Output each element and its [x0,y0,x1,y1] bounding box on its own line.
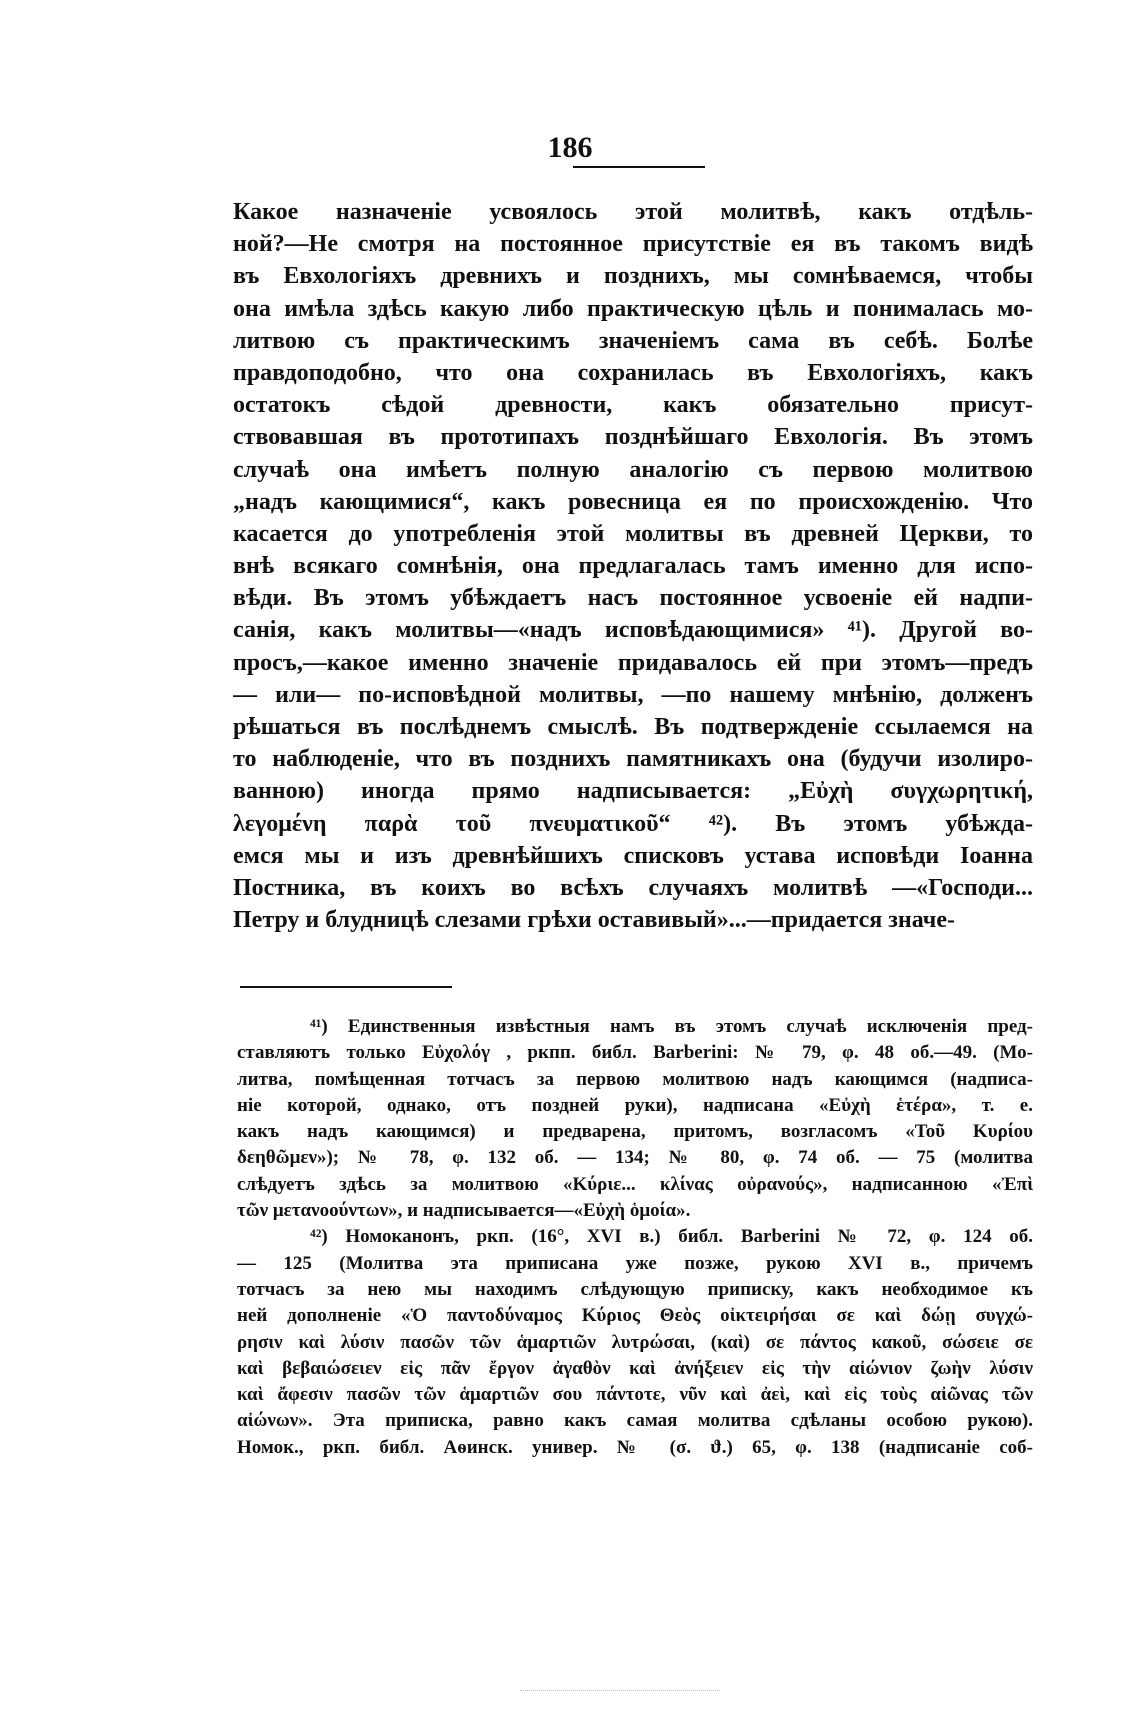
text-line: Постника, въ коихъ во всѣхъ случаяхъ молитвѣ —«Господи... [233,874,1033,901]
footnote-line: тотчасъ за нею мы находимъ слѣдующую приписку, какъ необходимое къ [237,1278,1033,1300]
footnote-line: литва, помѣщенная тотчасъ за первою молитвою надъ кающимся (надписа- [237,1068,1033,1090]
footnote [237,1014,1033,1224]
footnote-line: ставляютъ только Εὐχολόγ , ркпп. библ. Barberini: № 79, φ. 48 об.—49. (Мо- [237,1042,1033,1064]
footnote-line: καὶ ἄφεσιν πασῶν τῶν ἁμαρτιῶν σου πάντοτε, νῦν καὶ ἀεὶ, καὶ εἰς τοὺς αἰῶνας τῶν [237,1384,1033,1406]
text-line: емся мы и изъ древнѣйшихъ списковъ устава исповѣди Іоанна [233,842,1033,869]
main-text [233,196,1033,936]
footnote-line: ρησιν καὶ λύσιν πασῶν τῶν ἁμαρτιῶν λυτρώσαι, (καὶ) σε πάντος κακοῦ, σώσειε σε [237,1331,1033,1353]
text-line: ствовавшая въ прототипахъ позднѣйшаго Евхологія. Въ этомъ [233,424,1033,451]
footnote-line: слѣдуетъ здѣсь за молитвою «Κύριε... κλίνας οὐρανούς», надписанною «Ἐπὶ [237,1173,1033,1195]
text-line: — или— по-исповѣдной молитвы, —по нашему мнѣнію, долженъ [233,681,1033,708]
page-number: 186 [547,131,593,164]
text-line: ной?—Не смотря на постоянное присутствіе ея въ такомъ видѣ [233,231,1033,258]
footnote-line: ⁴²) Номоканонъ, ркп. (16°, XVI в.) библ. Barberini № 72, φ. 124 об. [310,1226,1033,1248]
text-line: она имѣла здѣсь какую либо практическую цѣль и понималась мо- [233,295,1033,322]
footnote-line: ніе которой, однако, отъ поздней руки), надписана «Εὐχὴ ἑτέρα», т. е. [237,1094,1033,1116]
footnote-separator [240,986,452,988]
footnote-line: ⁴¹) Единственныя извѣстныя намъ въ этомъ случаѣ исключенія пред- [310,1016,1033,1037]
text-line: ванною) иногда прямо надписывается: „Εὐχὴ συγχωρητική, [233,778,1033,805]
text-line: вѣди. Въ этомъ убѣждаетъ насъ постоянное усвоеніе ей надпи- [233,585,1033,612]
text-line: литвою съ практическимъ значеніемъ сама въ себѣ. Болѣе [233,327,1033,354]
text-line: внѣ всякаго сомнѣнія, она предлагалась тамъ именно для испо- [233,553,1033,580]
page-number-rule [573,166,705,168]
text-line: правдоподобно, что она сохранилась въ Евхологіяхъ, какъ [233,359,1033,386]
footnote-line: — 125 (Молитва эта приписана уже позже, рукою XVI в., причемъ [237,1252,1033,1274]
footnote-line: какъ надъ кающимся) и предварена, притомъ, возгласомъ «Τοῦ Κυρίου [237,1121,1033,1143]
text-line: въ Евхологіяхъ древнихъ и позднихъ, мы сомнѣваемся, чтобы [233,263,1033,290]
text-line: просъ,—какое именно значеніе придавалось ей при этомъ—предъ [233,649,1033,676]
text-line: касается до употребленія этой молитвы въ древней Церкви, то [233,520,1033,547]
footnote-line: αἰώνων». Эта приписка, равно какъ самая молитва сдѣланы особою рукою). [237,1410,1033,1432]
footnote-line: τῶν μετανοούντων», и надписывается—«Εὐχὴ ὁμοία». [237,1200,691,1222]
footnote-line: ней дополненіе «Ὁ παντοδύναμος Κύριος Θεὸς οἰκτειρήσαι σε καὶ δώῃ συγχώ- [237,1305,1033,1327]
footnote-line: δεηθῶμεν»); № 78, φ. 132 об. — 134; № 80, φ. 74 об. — 75 (молитва [237,1147,1033,1169]
text-line: „надъ кающимися“, какъ ровесница ея по происхожденію. Что [233,488,1033,515]
text-line: остатокъ сѣдой древности, какъ обязательно присут- [233,392,1033,419]
footnote-line: Номок., ркп. библ. Аѳинск. универ. № (σ. ϑ.) 65, φ. 138 (надписаніе соб- [237,1436,1033,1458]
text-line: Петру и блудницѣ слезами грѣхи оставивый»...—придается значе- [233,907,955,934]
footnotes [237,1014,1033,1461]
text-line: санія, какъ молитвы—«надъ исповѣдающимися» ⁴¹). Другой во- [233,617,1033,644]
footnote [237,1224,1033,1461]
footnote-line: καὶ βεβαιώσειεν εἰς πᾶν ἔργον ἀγαθὸν καὶ ἀνήξειεν εἰς τὴν αἰώνιον ζωὴν λύσιν [237,1357,1033,1379]
text-line: рѣшаться въ послѣднемъ смыслѣ. Въ подтвержденіе ссылаемся на [233,714,1033,740]
text-line: Какое назначеніе усвоялось этой молитвѣ, какъ отдѣль- [233,199,1033,225]
text-line: то наблюденіе, что въ позднихъ памятникахъ она (будучи изолиро- [233,746,1033,773]
scan-edge-mark [520,1690,720,1692]
text-line: случаѣ она имѣетъ полную аналогію съ первою молитвою [233,456,1033,483]
text-line: λεγομένη παρὰ τοῦ πνευματικοῦ“ ⁴²). Въ этомъ убѣжда- [233,810,1033,837]
